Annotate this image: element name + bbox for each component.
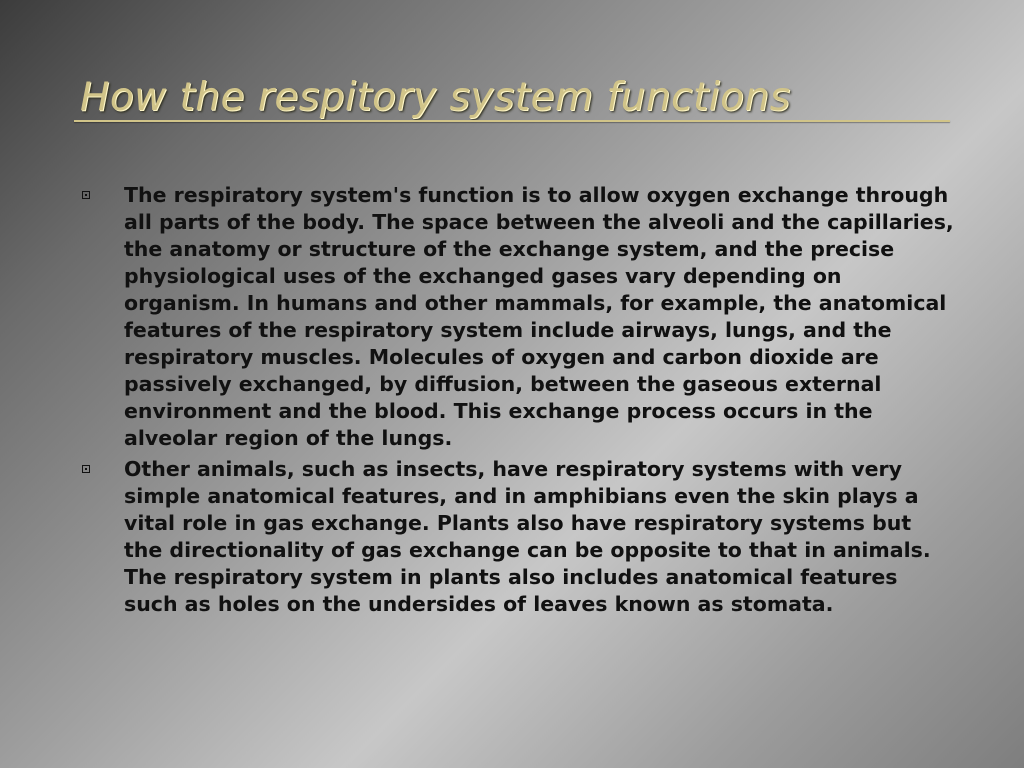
square-bullet-icon xyxy=(82,191,90,199)
bullet-text: Other animals, such as insects, have respiratory systems with very simple anatomical features, and in amphibians even the skin plays a vital role in gas exchange. Plants also have respiratory systems but the directionality of gas exchange can be opposite to that in animals. The respiratory system in plants also includes anatomical features such as holes on the undersides of leaves known as stomata. xyxy=(124,457,931,616)
bullet-list xyxy=(80,182,955,622)
bullet-text: The respiratory system's function is to allow oxygen exchange through all parts of the body. The space between the alveoli and the capillaries, the anatomy or structure of the exchange system, and the precise physiological uses of the exchanged gases vary depending on organism. In humans and other mammals, for example, the anatomical features of the respiratory system include airways, lungs, and the respiratory muscles. Molecules of oxygen and carbon dioxide are passively exchanged, by diffusion, between the gaseous external environment and the blood. This exchange process occurs in the alveolar region of the lungs. xyxy=(124,183,954,450)
square-bullet-icon xyxy=(82,465,90,473)
title-underline xyxy=(74,120,950,122)
bullet-item xyxy=(80,182,955,452)
bullet-item xyxy=(80,456,955,618)
slide-title: How the respitory system functions xyxy=(80,75,791,120)
